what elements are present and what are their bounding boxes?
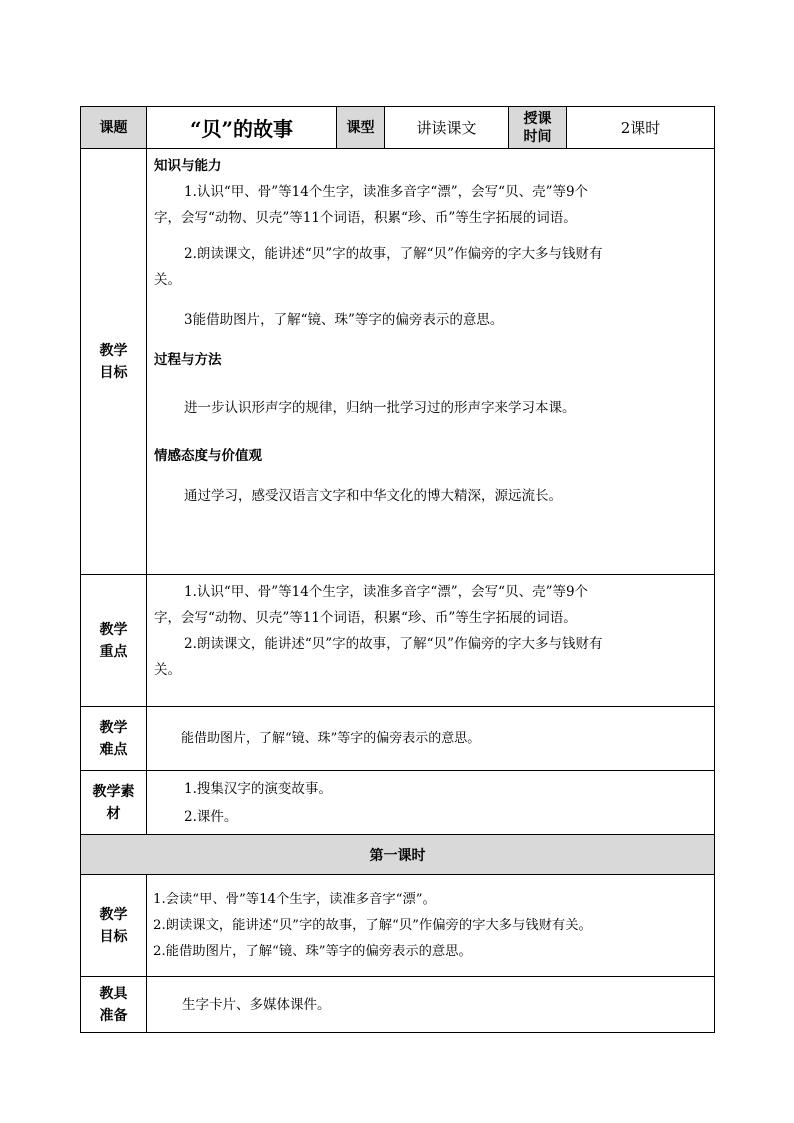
- materials-label: 教学素 材: [81, 771, 147, 835]
- teaching-aids-text: 生字卡片、多媒体课件。: [182, 996, 331, 1013]
- materials-row: [81, 771, 715, 835]
- type-label: 课型: [337, 107, 385, 149]
- objective-2-line-2: 关。: [154, 272, 181, 288]
- lesson1-goals-content: [147, 875, 715, 977]
- key-point-line-3: 2.朗读课文，能讲述“贝”字的故事，了解“贝”作偏旁的字大多与钱财有: [184, 636, 603, 652]
- teaching-aids-content: [147, 977, 715, 1033]
- key-points-row: [81, 575, 715, 707]
- emotion-text: 通过学习，感受汉语言文字和中华文化的博大精深，源远流长。: [184, 488, 562, 504]
- lesson1-header-row: [81, 835, 715, 875]
- topic-label: 课题: [81, 107, 147, 149]
- material-2: 2.课件。: [184, 808, 238, 825]
- teaching-aids-row: [81, 977, 715, 1033]
- lesson1-title: 第一课时: [81, 835, 715, 875]
- material-1: 1.搜集汉字的演变故事。: [184, 780, 332, 797]
- objectives-row: [81, 149, 715, 575]
- difficulties-content: [147, 707, 715, 771]
- difficulty-text: 能借助图片，了解“镜、珠”等字的偏旁表示的意思。: [181, 730, 481, 746]
- key-point-line-4: 关。: [154, 662, 181, 678]
- lesson1-goal-3: 2.能借助图片，了解“镜、珠”等字的偏旁表示的意思。: [153, 943, 472, 959]
- teaching-aids-label: 教具 准备: [81, 977, 147, 1033]
- lesson-type: 讲读课文: [385, 107, 509, 149]
- process-text: 进一步认识形声字的规律，归纳一批学习过的形声字来学习本课。: [184, 400, 576, 416]
- objective-2-line-1: 2.朗读课文，能讲述“贝”字的故事，了解“贝”作偏旁的字大多与钱财有: [184, 246, 603, 262]
- difficulties-label: 教学 难点: [81, 707, 147, 771]
- process-title: 过程与方法: [154, 352, 222, 368]
- lesson1-goals-label: 教学 目标: [81, 875, 147, 977]
- lesson-time: 2课时: [567, 107, 715, 149]
- objective-1-line-2: 字，会写“动物、贝壳”等11个词语，积累“珍、币”等生字拓展的词语。: [154, 210, 577, 226]
- objectives-content: [147, 149, 715, 575]
- objective-3: 3能借助图片，了解“镜、珠”等字的偏旁表示的意思。: [184, 312, 504, 328]
- lesson-plan-table: [80, 106, 715, 1033]
- materials-content: [147, 771, 715, 835]
- lesson-title: “贝”的故事: [147, 107, 337, 149]
- objectives-label: 教学 目标: [81, 149, 147, 575]
- key-point-line-1: 1.认识“甲、骨”等14个生字，读准多音字“漂”，会写“贝、壳”等9个: [184, 584, 589, 600]
- lesson1-goals-row: [81, 875, 715, 977]
- header-row: [81, 107, 715, 149]
- key-points-label: 教学 重点: [81, 575, 147, 707]
- lesson1-goal-1: 1.会读“甲、骨”等14个生字，读准多音字“漂”。: [153, 891, 436, 907]
- key-point-line-2: 字，会写“动物、贝壳”等11个词语，积累“珍、币”等生字拓展的词语。: [154, 610, 577, 626]
- key-points-content: [147, 575, 715, 707]
- lesson1-goal-2: 2.朗读课文，能讲述“贝”字的故事，了解“贝”作偏旁的字大多与钱财有关。: [153, 917, 592, 933]
- difficulties-row: [81, 707, 715, 771]
- knowledge-title: 知识与能力: [154, 158, 222, 174]
- time-label: 授课 时间: [509, 107, 567, 149]
- objective-1-line-1: 1.认识“甲、骨”等14个生字，读准多音字“漂”，会写“贝、壳”等9个: [184, 184, 589, 200]
- emotion-title: 情感态度与价值观: [154, 448, 262, 464]
